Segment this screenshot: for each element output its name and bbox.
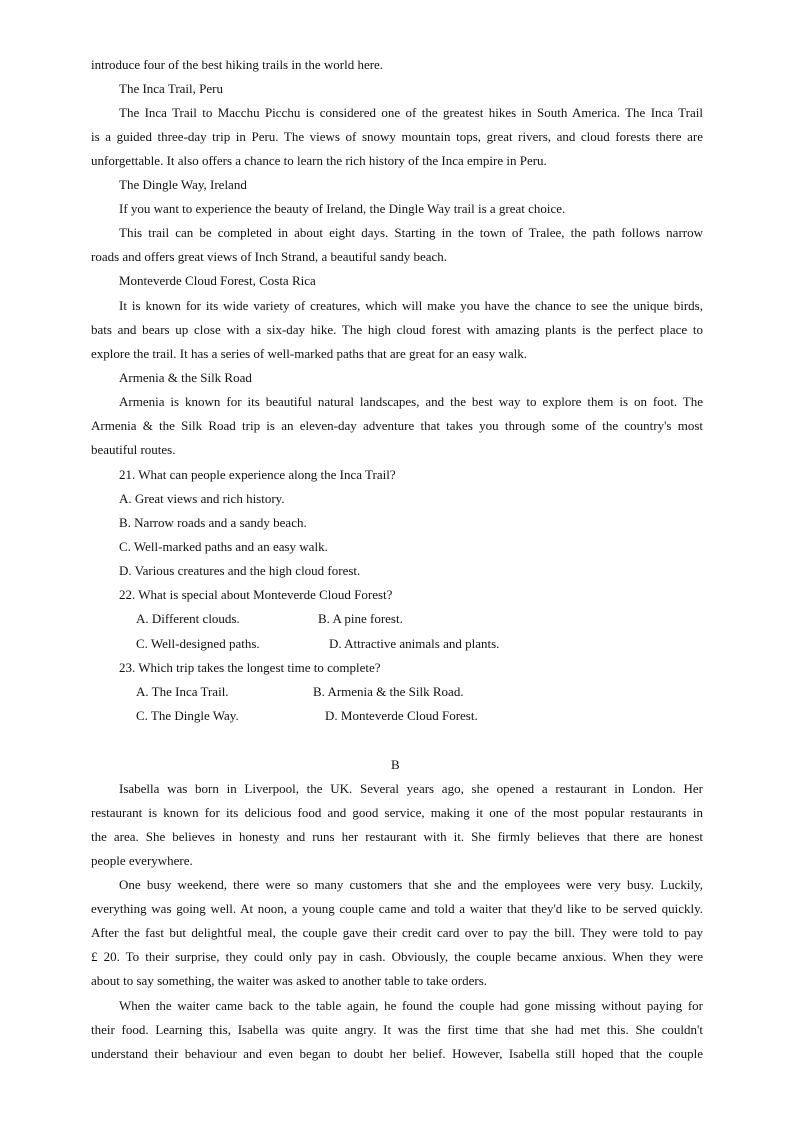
paragraph-line: The Inca Trail to Macchu Picchu is considered one of the greatest hikes in South America. The Inca Trail: [119, 105, 703, 120]
question-21-stem: 21. What can people experience along the Inca Trail?: [119, 467, 396, 482]
paragraph-line: understand their behaviour and even began to doubt her belief. However, Isabella still hoped that the couple: [91, 1046, 703, 1061]
question-21-option-a: A. Great views and rich history.: [119, 491, 285, 506]
paragraph-line: bats and bears up close with a six-day hike. The high cloud forest with amazing plants is the perfect place to: [91, 322, 703, 337]
intro-line: introduce four of the best hiking trails in the world here.: [91, 57, 384, 72]
paragraph-line: unforgettable. It also offers a chance to learn the rich history of the Inca empire in Peru.: [91, 153, 547, 168]
question-21-option-d: D. Various creatures and the high cloud forest.: [119, 563, 361, 578]
question-23-option-c: C. The Dingle Way.: [136, 708, 239, 723]
trail-heading-monteverde: Monteverde Cloud Forest, Costa Rica: [119, 273, 316, 288]
paragraph-line: explore the trail. It has a series of well-marked paths that are great for an easy walk.: [91, 346, 528, 361]
paragraph-line: the area. She believes in honesty and runs her restaurant with it. She firmly believes that there are honest: [91, 829, 703, 844]
question-23-option-d: D. Monteverde Cloud Forest.: [325, 708, 478, 723]
question-21-option-c: C. Well-marked paths and an easy walk.: [119, 539, 328, 554]
paragraph-line: restaurant is known for its delicious food and good service, making it one of the most popular restaurants in: [91, 805, 703, 820]
trail-heading-inca: The Inca Trail, Peru: [119, 81, 223, 96]
paragraph-line: When the waiter came back to the table again, he found the couple had gone missing without paying for: [119, 998, 703, 1013]
paragraph-line: One busy weekend, there were so many customers that she and the employees were very busy. Luckily,: [119, 877, 703, 892]
question-23-stem: 23. Which trip takes the longest time to complete?: [119, 660, 381, 675]
question-22-option-b: B. A pine forest.: [318, 611, 403, 626]
paragraph-line: Armenia is known for its beautiful natural landscapes, and the best way to explore them is on foot. The: [119, 394, 703, 409]
question-22-option-d: D. Attractive animals and plants.: [329, 636, 500, 651]
paragraph-line: about to say something, the waiter was asked to another table to take orders.: [91, 973, 488, 988]
question-22-option-a: A. Different clouds.: [136, 611, 240, 626]
paragraph-line: Isabella was born in Liverpool, the UK. Several years ago, she opened a restaurant in London. Her: [119, 781, 703, 796]
paragraph-line: their food. Learning this, Isabella was quite angry. It was the first time that she had met this. She couldn't: [91, 1022, 703, 1037]
trail-heading-armenia: Armenia & the Silk Road: [119, 370, 252, 385]
paragraph-line: is a guided three-day trip in Peru. The views of snowy mountain tops, great rivers, and cloud forests there are: [91, 129, 703, 144]
question-23-option-b: B. Armenia & the Silk Road.: [313, 684, 464, 699]
question-22-option-c: C. Well-designed paths.: [136, 636, 260, 651]
paragraph-line: beautiful routes.: [91, 442, 176, 457]
paragraph-line: Armenia & the Silk Road trip is an eleven-day adventure that takes you through some of the country's most: [91, 418, 703, 433]
paragraph-line: If you want to experience the beauty of Ireland, the Dingle Way trail is a great choice.: [119, 201, 566, 216]
paragraph-line: After the fast but delightful meal, the couple gave their credit card over to pay the bill. They were told to pay: [91, 925, 703, 940]
paragraph-line: people everywhere.: [91, 853, 193, 868]
question-23-option-a: A. The Inca Trail.: [136, 684, 229, 699]
section-b-label: B: [391, 757, 400, 772]
question-21-option-b: B. Narrow roads and a sandy beach.: [119, 515, 307, 530]
trail-heading-dingle: The Dingle Way, Ireland: [119, 177, 247, 192]
paragraph-line: This trail can be completed in about eight days. Starting in the town of Tralee, the path follows narrow: [119, 225, 703, 240]
paragraph-line: everything was going well. At noon, a young couple came and told a waiter that they'd like to be served quickly.: [91, 901, 703, 916]
paragraph-line: It is known for its wide variety of creatures, which will make you have the chance to see the unique birds,: [119, 298, 703, 313]
paragraph-line: roads and offers great views of Inch Strand, a beautiful sandy beach.: [91, 249, 448, 264]
question-22-stem: 22. What is special about Monteverde Cloud Forest?: [119, 587, 393, 602]
paragraph-line: £ 20. To their surprise, they could only pay in cash. Obviously, the couple became anxious. When they were: [91, 949, 703, 964]
